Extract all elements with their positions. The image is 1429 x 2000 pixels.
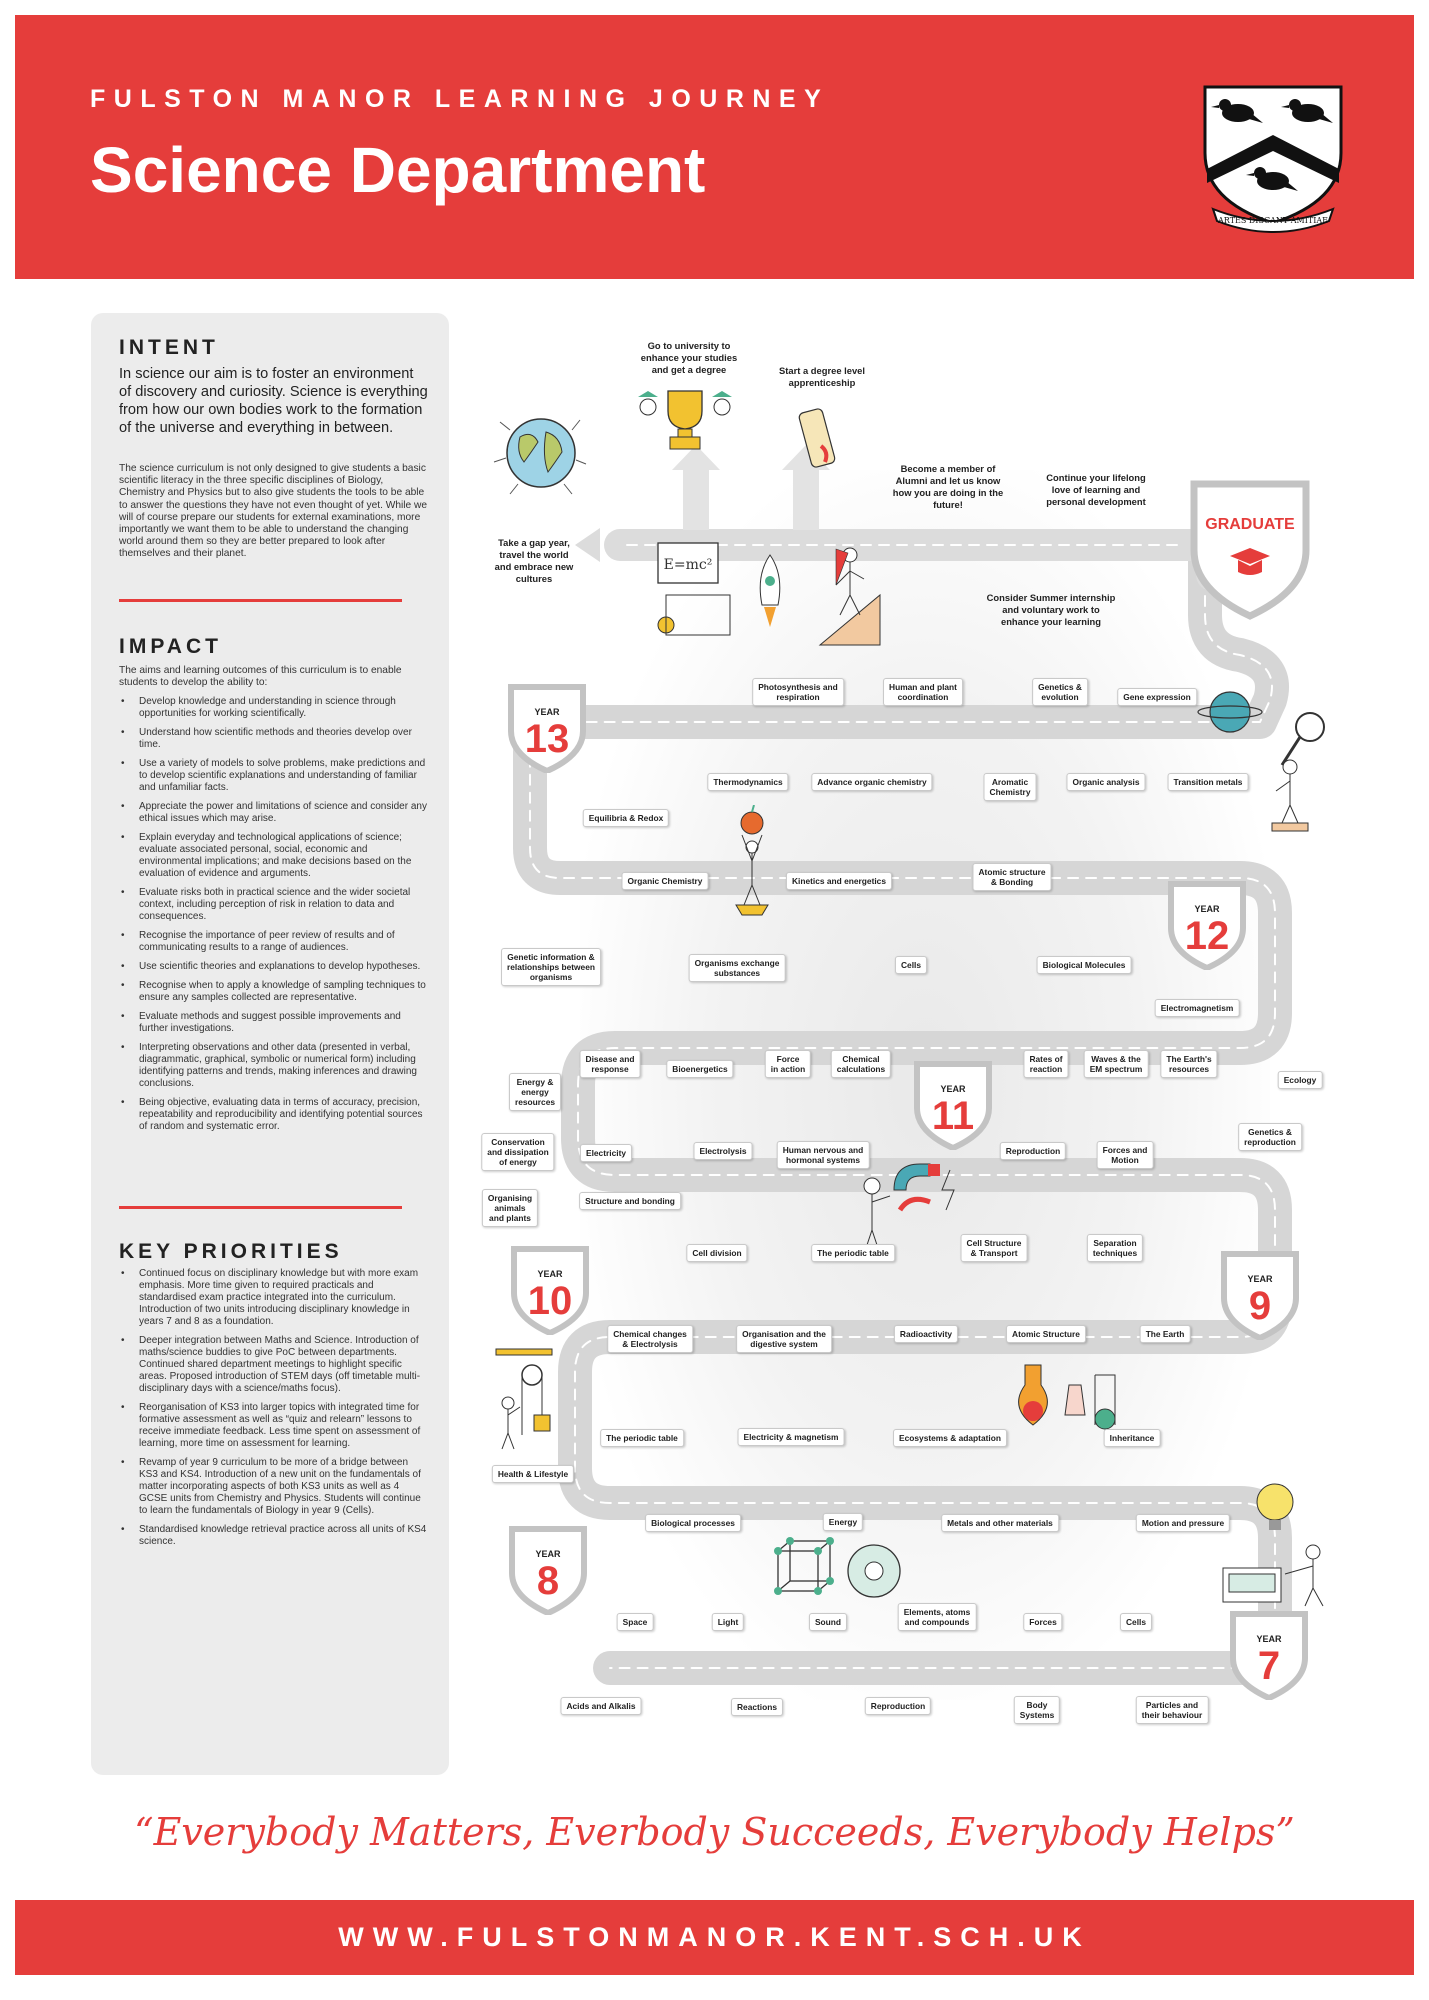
year-word: YEAR bbox=[940, 1084, 966, 1094]
list-item: • Continued focus on disciplinary knowledge but with more exam emphasis. More time given to required practicals and standardised exam practice integrated into the curriculum. Introduction of two units introducing disciplinary knowledge in years 7 and 8 as a foundation. bbox=[119, 1268, 429, 1328]
topic-label: Inheritance bbox=[1104, 1429, 1161, 1447]
topic-label: Forces and Motion bbox=[1097, 1141, 1154, 1169]
year-word: YEAR bbox=[1256, 1634, 1282, 1644]
topic-label: Radioactivity bbox=[894, 1325, 958, 1343]
topic-label: Rates of reaction bbox=[1023, 1050, 1068, 1078]
topic-label: Metals and other materials bbox=[941, 1514, 1059, 1532]
school-motto: “Everybody Matters, Everbody Succeeds, Everybody Helps” bbox=[134, 1810, 1295, 1854]
list-item: • Appreciate the power and limitations of science and consider any ethical issues which may arise. bbox=[119, 801, 429, 825]
year-11-shield bbox=[913, 1060, 993, 1150]
pulley-icon bbox=[488, 1345, 563, 1455]
globe-icon bbox=[480, 392, 602, 514]
shield-icon bbox=[1190, 480, 1310, 620]
graduate-shield bbox=[1190, 480, 1310, 620]
topic-label: The periodic table bbox=[600, 1429, 684, 1447]
topic-label: The Earth bbox=[1140, 1325, 1191, 1343]
topic-label: Ecology bbox=[1278, 1071, 1323, 1089]
year-10-shield bbox=[510, 1245, 590, 1335]
topic-label: Electrolysis bbox=[693, 1142, 752, 1160]
molecule-gear-icon bbox=[770, 1535, 910, 1615]
list-item: • Explain everyday and technological applications of science; evaluate associated personal, social, economic and environmental implications; and make decisions based on the evaluation of evidence and arguments. bbox=[119, 832, 429, 880]
crest-motto: ARTES DISCANT AMITIAE bbox=[1218, 216, 1328, 225]
year-word: YEAR bbox=[1194, 904, 1220, 914]
year-word: YEAR bbox=[1247, 1274, 1273, 1284]
year-word: YEAR bbox=[534, 707, 560, 717]
year-number: 11 bbox=[931, 1094, 975, 1138]
list-item: • Revamp of year 9 curriculum to be more of a bridge between KS3 and KS4. Introduction of a new unit on the fundamentals of matter incorporating aspects of both KS3 units as well as 4 GCSE units from Chemistry and Physics. Students will continue to learn the fundamentals of Biology in year 9 (Cells). bbox=[119, 1457, 429, 1517]
science-sketch-icon bbox=[650, 535, 890, 665]
future-lifelong: Continue your lifelong love of learning and personal development bbox=[1046, 472, 1146, 507]
year-7-shield bbox=[1229, 1610, 1309, 1700]
topic-label: Chemical changes & Electrolysis bbox=[607, 1325, 693, 1353]
topic-label: Human and plant coordination bbox=[883, 678, 963, 706]
future-internship: Consider Summer internship and voluntary work to enhance your learning bbox=[986, 592, 1116, 627]
topic-label: Human nervous and hormonal systems bbox=[777, 1141, 870, 1169]
topic-label: Conservation and dissipation of energy bbox=[481, 1133, 554, 1171]
list-item: • Use scientific theories and explanations to develop hypotheses. bbox=[119, 961, 429, 973]
year-13-shield bbox=[507, 683, 587, 773]
topic-label: Particles and their behaviour bbox=[1136, 1696, 1209, 1724]
topic-label: Genetics & reproduction bbox=[1238, 1123, 1302, 1151]
year-word: YEAR bbox=[535, 1549, 561, 1559]
topic-label: Cells bbox=[895, 956, 927, 974]
topic-label: Reproduction bbox=[865, 1697, 931, 1715]
year-number: 8 bbox=[536, 1559, 560, 1603]
topic-label: Structure and bonding bbox=[579, 1192, 681, 1210]
topic-label: Electromagnetism bbox=[1155, 999, 1240, 1017]
future-apprenticeship: Start a degree level apprenticeship bbox=[779, 365, 865, 388]
priorities-heading: KEY PRIORITIES bbox=[119, 1240, 343, 1263]
topic-label: Separation techniques bbox=[1087, 1234, 1143, 1262]
future-gap-year: Take a gap year, travel the world and embrace new cultures bbox=[494, 537, 574, 584]
footer-banner bbox=[15, 1900, 1414, 1975]
topic-label: Equilibria & Redox bbox=[583, 809, 669, 827]
topic-label: Body Systems bbox=[1014, 1696, 1060, 1724]
topic-label: Organising animals and plants bbox=[482, 1189, 538, 1227]
diploma-scroll-icon bbox=[795, 402, 845, 472]
list-item: • Interpreting observations and other data (presented in verbal, diagrammatic, graphical, symbolic or numerical form) including identifying patterns and trends, making inferences and drawing conclusions. bbox=[119, 1042, 429, 1090]
year-number: 9 bbox=[1248, 1284, 1272, 1328]
future-alumni: Become a member of Alumni and let us know how you are doing in the future! bbox=[892, 463, 1004, 510]
year-word: YEAR bbox=[537, 1269, 563, 1279]
intent-heading: INTENT bbox=[119, 336, 219, 359]
header-subtitle: FULSTON MANOR LEARNING JOURNEY bbox=[90, 85, 830, 113]
topic-label: Atomic structure & Bonding bbox=[972, 863, 1051, 891]
intent-body: The science curriculum is not only designed to give students a basic scientific literacy in the three specific disciplines of Biology, Chemistry and Physics but to also give students the tools to be able to answer the questions they have not even thought of yet. While we will of course prepare our students for external examinations, more importantly we want them to be able to understand the changing world around them so they are better prepared to look after themselves and their planet. bbox=[119, 463, 428, 560]
year-9-shield bbox=[1220, 1250, 1300, 1340]
website-url[interactable]: WWW.FULSTONMANOR.KENT.SCH.UK bbox=[338, 1922, 1091, 1952]
lightbulb-meter-icon bbox=[1215, 1480, 1335, 1610]
impact-intro: The aims and learning outcomes of this curriculum is to enable students to develop the ability to: bbox=[119, 665, 402, 689]
list-item: • Evaluate methods and suggest possible improvements and further investigations. bbox=[119, 1011, 429, 1035]
list-item: • Develop knowledge and understanding in science through opportunities for working scientifically. bbox=[119, 696, 429, 720]
list-item: • Standardised knowledge retrieval practice across all units of KS4 science. bbox=[119, 1524, 429, 1548]
topic-label: Chemical calculations bbox=[831, 1050, 891, 1078]
impact-heading: IMPACT bbox=[119, 635, 222, 658]
topic-label: Genetic information & relationships between organisms bbox=[501, 948, 601, 986]
topic-label: Waves & the EM spectrum bbox=[1084, 1050, 1149, 1078]
topic-label: Energy & energy resources bbox=[509, 1073, 561, 1111]
topic-label: Photosynthesis and respiration bbox=[752, 678, 844, 706]
list-item: • Understand how scientific methods and theories develop over time. bbox=[119, 727, 429, 751]
topic-label: Biological Molecules bbox=[1037, 956, 1132, 974]
apple-balance-icon bbox=[728, 805, 778, 920]
topic-label: Sound bbox=[809, 1613, 847, 1631]
topic-label: Organic analysis bbox=[1066, 773, 1145, 791]
topic-label: Thermodynamics bbox=[707, 773, 788, 791]
list-item: • Reorganisation of KS3 into larger topics with integrated time for formative assessment as well as “quiz and relearn” lessons to receive immediate feedback. Less time spent on assessment of learning, more time on assessment for learning. bbox=[119, 1402, 429, 1450]
topic-label: Cell division bbox=[686, 1244, 747, 1262]
topic-label: Genetics & evolution bbox=[1032, 678, 1088, 706]
topic-label: Health & Lifestyle bbox=[492, 1465, 574, 1483]
topic-label: Force in action bbox=[765, 1050, 811, 1078]
svg-text:E=mc²: E=mc² bbox=[663, 557, 713, 573]
year-8-shield bbox=[508, 1525, 588, 1615]
topic-label: Organic Chemistry bbox=[622, 872, 709, 890]
topic-label: Advance organic chemistry bbox=[811, 773, 932, 791]
topic-label: Aromatic Chemistry bbox=[984, 773, 1037, 801]
topic-label: Cells bbox=[1120, 1613, 1152, 1631]
topic-label: Ecosystems & adaptation bbox=[893, 1429, 1007, 1447]
graduate-label: GRADUATE bbox=[1205, 516, 1295, 533]
topic-label: Transition metals bbox=[1168, 773, 1249, 791]
topic-label: Reactions bbox=[731, 1698, 783, 1716]
list-item: • Evaluate risks both in practical science and the wider societal context, including perception of risk in relation to data and consequences. bbox=[119, 887, 429, 923]
topic-label: The Earth's resources bbox=[1160, 1050, 1217, 1078]
topic-label: The periodic table bbox=[811, 1244, 895, 1262]
topic-label: Electricity & magnetism bbox=[738, 1428, 845, 1446]
list-item: • Deeper integration between Maths and Science. Introduction of maths/science buddies to give PoC between departments. Continued shared department meetings to highlight specific areas. Proposed introduction of STEM days (off timetable multi-disciplinary days with a science/maths focus). bbox=[119, 1335, 429, 1395]
topic-label: Organisms exchange substances bbox=[689, 954, 786, 982]
topic-label: Energy bbox=[823, 1513, 863, 1531]
topic-label: Disease and response bbox=[580, 1050, 641, 1078]
topic-label: Reproduction bbox=[1000, 1142, 1066, 1160]
topic-label: Atomic Structure bbox=[1006, 1325, 1086, 1343]
topic-label: Gene expression bbox=[1117, 688, 1197, 706]
year-number: 10 bbox=[527, 1279, 573, 1323]
year-12-shield bbox=[1167, 880, 1247, 970]
page-title: Science Department bbox=[90, 134, 706, 206]
trophy-icon bbox=[630, 385, 740, 455]
year-number: 7 bbox=[1257, 1644, 1281, 1688]
list-item: • Use a variety of models to solve problems, make predictions and to develop scientific explanations and understanding of familiar and unfamiliar facts. bbox=[119, 758, 429, 794]
list-item: • Recognise the importance of peer review of results and of communicating results to a range of audiences. bbox=[119, 930, 429, 954]
magnifier-person-icon bbox=[1260, 705, 1340, 835]
topic-label: Organisation and the digestive system bbox=[736, 1325, 832, 1353]
intent-lead: In science our aim is to foster an environment of discovery and curiosity. Science is everything from how our own bodies work to the formation of the universe and everything in between. bbox=[119, 366, 428, 436]
topic-label: Acids and Alkalis bbox=[560, 1697, 641, 1715]
topic-label: Motion and pressure bbox=[1136, 1514, 1230, 1532]
planet-icon bbox=[1195, 682, 1265, 742]
topic-label: Cell Structure & Transport bbox=[961, 1234, 1028, 1262]
topic-label: Elements, atoms and compounds bbox=[898, 1603, 977, 1631]
year-number: 13 bbox=[524, 717, 570, 761]
topic-label: Light bbox=[712, 1613, 744, 1631]
topic-label: Bioenergetics bbox=[666, 1060, 733, 1078]
year-number: 12 bbox=[1184, 914, 1230, 958]
topic-label: Kinetics and energetics bbox=[786, 872, 892, 890]
topic-label: Space bbox=[617, 1613, 654, 1631]
list-item: • Being objective, evaluating data in terms of accuracy, precision, repeatability and reproducibility and identifying potential sources of random and systematic error. bbox=[119, 1097, 429, 1133]
future-university: Go to university to enhance your studies and get a degree bbox=[640, 340, 738, 375]
topic-label: Forces bbox=[1023, 1613, 1062, 1631]
topic-label: Biological processes bbox=[645, 1514, 741, 1532]
topic-label: Electricity bbox=[580, 1144, 632, 1162]
list-item: • Recognise when to apply a knowledge of sampling techniques to ensure any samples collected are representative. bbox=[119, 980, 429, 1004]
